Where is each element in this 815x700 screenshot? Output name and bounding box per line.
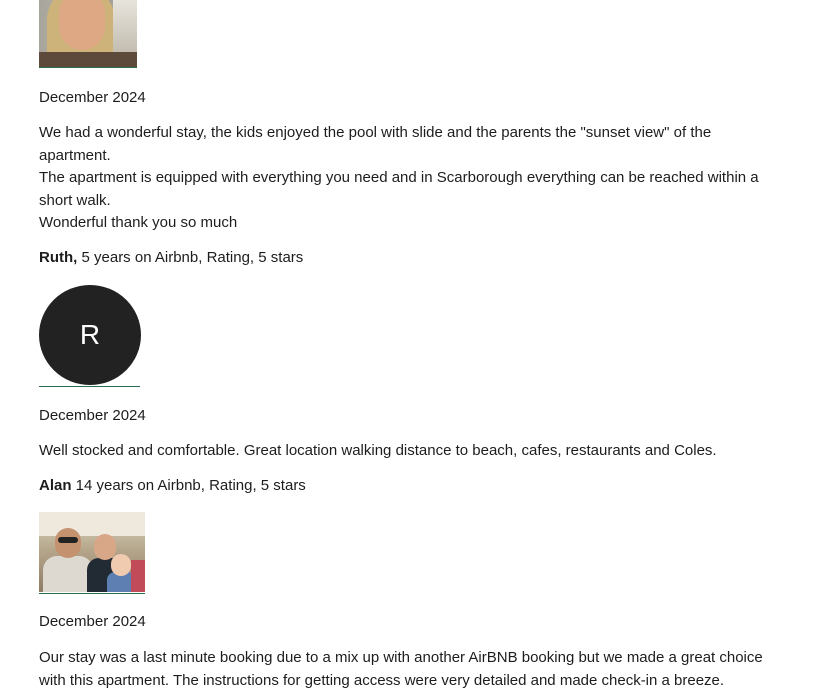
review-paragraph: The apartment is equipped with everything you need and in Scarborough everything can be reached within a short walk. <box>39 169 759 209</box>
review-paragraph: Wonderful thank you so much <box>39 214 238 231</box>
avatar-photo-sunglasses <box>58 537 78 543</box>
review-paragraph: Well stocked and comfortable. Great location walking distance to beach, cafes, restaurants and Coles. <box>39 442 717 459</box>
avatar-photo-child <box>111 554 131 576</box>
avatar-link-underline <box>39 67 137 68</box>
avatar-photo-shirt <box>39 52 137 67</box>
review-text <box>39 647 784 692</box>
review-date: December 2024 <box>39 407 146 424</box>
author-name: Alan <box>39 477 72 494</box>
author-meta: 14 years on Airbnb, Rating, 5 stars <box>71 477 306 494</box>
review-text <box>39 122 784 235</box>
avatar-photo-face <box>59 0 105 50</box>
avatar-initial-letter: R <box>79 319 101 350</box>
avatar-photo-person <box>94 534 116 560</box>
review-text <box>39 440 784 463</box>
author-name: Ruth, <box>39 249 78 266</box>
review-paragraph: We had a wonderful stay, the kids enjoyed the pool with slide and the parents the "sunset view" of the apartment. <box>39 124 712 164</box>
avatar-photo-person <box>43 556 93 592</box>
review-author <box>39 247 303 269</box>
review-paragraph: Our stay was a last minute booking due to a mix up with another AirBNB booking but we made a great choice with this apartment. The instructions for getting access were very detailed and made check-in a breeze. <box>39 649 763 689</box>
avatar-link-underline <box>39 386 140 387</box>
avatar-photo-person <box>55 528 81 558</box>
avatar-photo-seat <box>131 560 145 592</box>
avatar-link-underline <box>39 593 145 594</box>
review-date: December 2024 <box>39 89 146 106</box>
reviewer-avatar-photo[interactable] <box>39 0 137 67</box>
author-meta: 5 years on Airbnb, Rating, 5 stars <box>77 249 304 266</box>
reviewer-avatar-initial[interactable] <box>39 285 141 385</box>
reviewer-avatar-photo[interactable] <box>39 512 145 592</box>
review-author <box>39 475 306 497</box>
avatar-photo-background <box>39 512 145 536</box>
review-date: December 2024 <box>39 613 146 630</box>
